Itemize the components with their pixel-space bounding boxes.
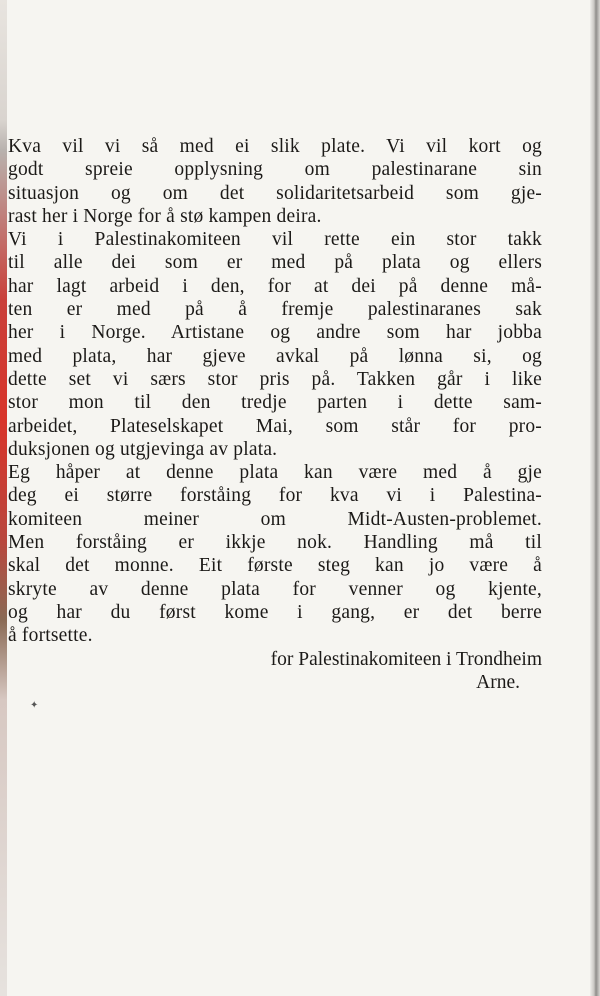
text-line: godt spreie opplysning om palestinarane sin	[8, 159, 542, 181]
text-line: stor mon til den tredje parten i dette sam-	[8, 392, 542, 414]
text-line: deg ei større forståing for kva vi i Palestina-	[8, 485, 542, 507]
text-line: til alle dei som er med på plata og ellers	[8, 252, 542, 274]
text-line: arbeidet, Plateselskapet Mai, som står for pro-	[8, 415, 542, 437]
text-line: rast her i Norge for å stø kampen deira.	[8, 205, 322, 227]
text-line: Vi i Palestinakomiteen vil rette ein stor takk	[8, 229, 542, 251]
text-line: Kva vil vi så med ei slik plate. Vi vil kort og	[8, 136, 542, 157]
scan-right-edge	[590, 0, 600, 996]
text-line: skal det monne. Eit første steg kan jo være å	[8, 555, 542, 577]
text-line: komiteen meiner om Midt-Austen-problemet.	[8, 508, 542, 530]
scan-left-edge	[0, 0, 7, 996]
text-line: her i Norge. Artistane og andre som har jobba	[8, 322, 542, 344]
text-line: og har du først kome i gang, er det berre	[8, 601, 542, 623]
text-line: ten er med på å fremje palestinaranes sak	[8, 299, 542, 321]
scan-speck: ✦	[30, 700, 39, 711]
text-line: skryte av denne plata for venner og kjente,	[8, 578, 542, 600]
text-line: har lagt arbeid i den, for at dei på denne må-	[8, 275, 542, 297]
text-line: med plata, har gjeve avkal på lønna si, og	[8, 345, 542, 367]
signature-organization: for Palestinakomiteen i Trondheim	[270, 648, 542, 670]
text-line: dette set vi særs stor pris på. Takken går i like	[8, 368, 542, 390]
signature-name: Arne.	[476, 671, 520, 693]
text-line: Eg håper at denne plata kan være med å gje	[8, 462, 542, 484]
text-line: situasjon og om det solidaritetsarbeid som gje-	[8, 182, 542, 204]
text-line: Men forståing er ikkje nok. Handling må til	[8, 532, 542, 554]
text-line: duksjonen og utgjevinga av plata.	[8, 438, 278, 460]
text-line: å fortsette.	[8, 625, 93, 647]
liner-note-text	[8, 135, 542, 694]
